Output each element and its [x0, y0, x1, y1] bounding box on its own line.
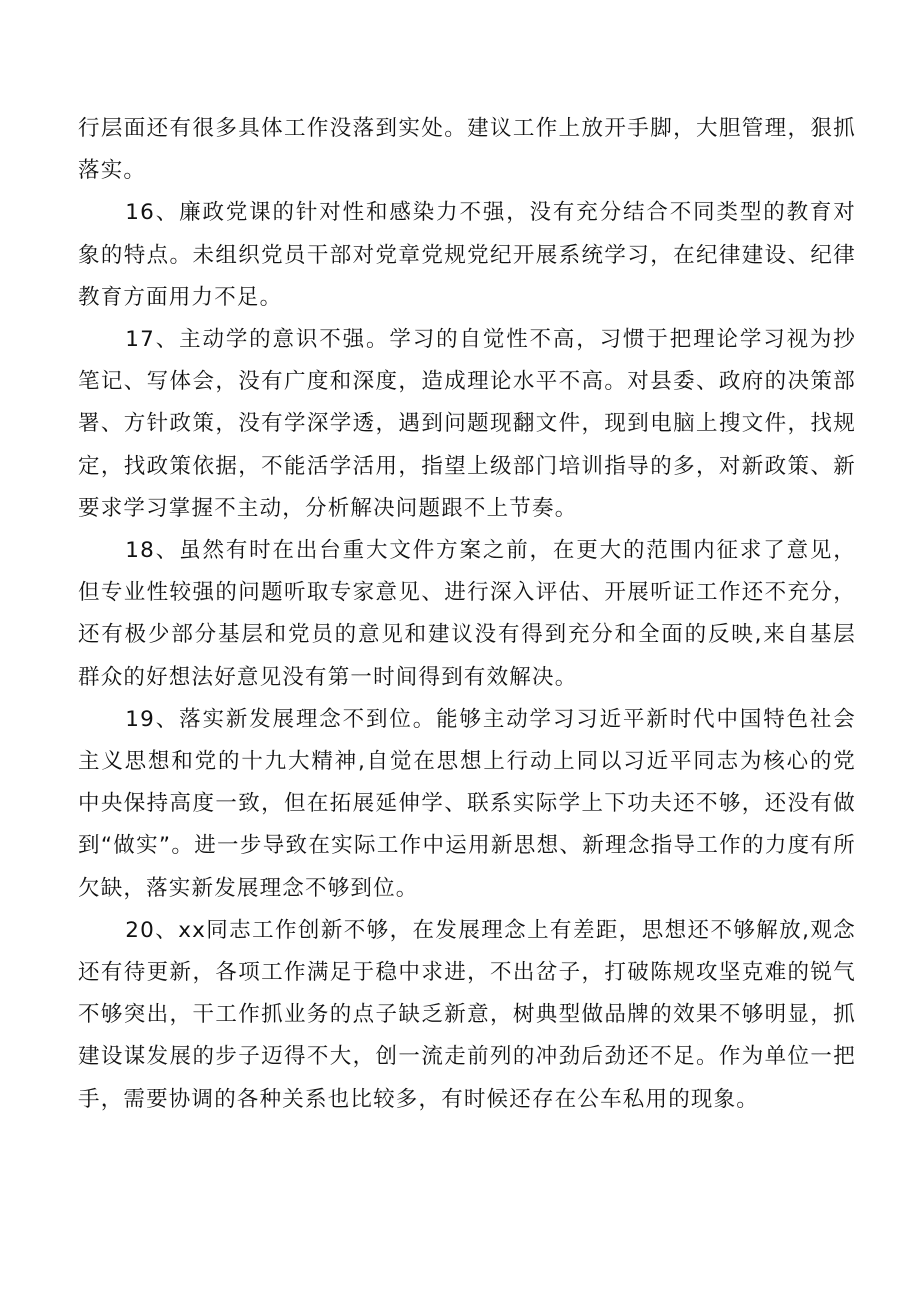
paragraph-item-19: 19、落实新发展理念不到位。能够主动学习习近平新时代中国特色社会主义思想和党的十九大精神,自觉在思想上行动上同以习近平同志为核心的党中央保持高度一致，但在拓展延伸学、联系实际学上下功夫还不够，还没有做到“做实”。进一步导致在实际工作中运用新思想、新理念指导工作的力度有所欠缺，落实新发展理念不够到位。 — [78, 706, 856, 901]
paragraph-item-18: 18、虽然有时在出台重大文件方案之前，在更大的范围内征求了意见，但专业性较强的问题听取专家意见、进行深入评估、开展听证工作还不充分，还有极少部分基层和党员的意见和建议没有得到充分和全面的反映,来自基层群众的好想法好意见没有第一时间得到有效解决。 — [78, 538, 856, 690]
paragraph-continuation: 行层面还有很多具体工作没落到实处。建议工作上放开手脚，大胆管理，狠抓落实。 — [78, 116, 856, 184]
paragraph-item-16: 16、廉政党课的针对性和感染力不强，没有充分结合不同类型的教育对象的特点。未组织党员干部对党章党规党纪开展系统学习，在纪律建设、纪律教育方面用力不足。 — [78, 200, 856, 310]
paragraph-item-17: 17、主动学的意识不强。学习的自觉性不高，习惯于把理论学习视为抄笔记、写体会，没有广度和深度，造成理论水平不高。对县委、政府的决策部署、方针政策，没有学深学透，遇到问题现翻文件，现到电脑上搜文件，找规定，找政策依据，不能活学活用，指望上级部门培训指导的多，对新政策、新要求学习掌握不主动，分析解决问题跟不上节奏。 — [78, 327, 856, 521]
paragraph-item-20: 20、xx同志工作创新不够，在发展理念上有差距，思想还不够解放,观念还有待更新，各项工作满足于稳中求进，不出岔子，打破陈规攻坚克难的锐气不够突出，干工作抓业务的点子缺乏新意，树典型做品牌的效果不够明显，抓建设谋发展的步子迈得不大，创一流走前列的冲劲后劲还不足。作为单位一把手，需要协调的各种关系也比较多，有时候还存在公车私用的现象。 — [78, 917, 856, 1112]
document-body — [78, 108, 856, 1121]
